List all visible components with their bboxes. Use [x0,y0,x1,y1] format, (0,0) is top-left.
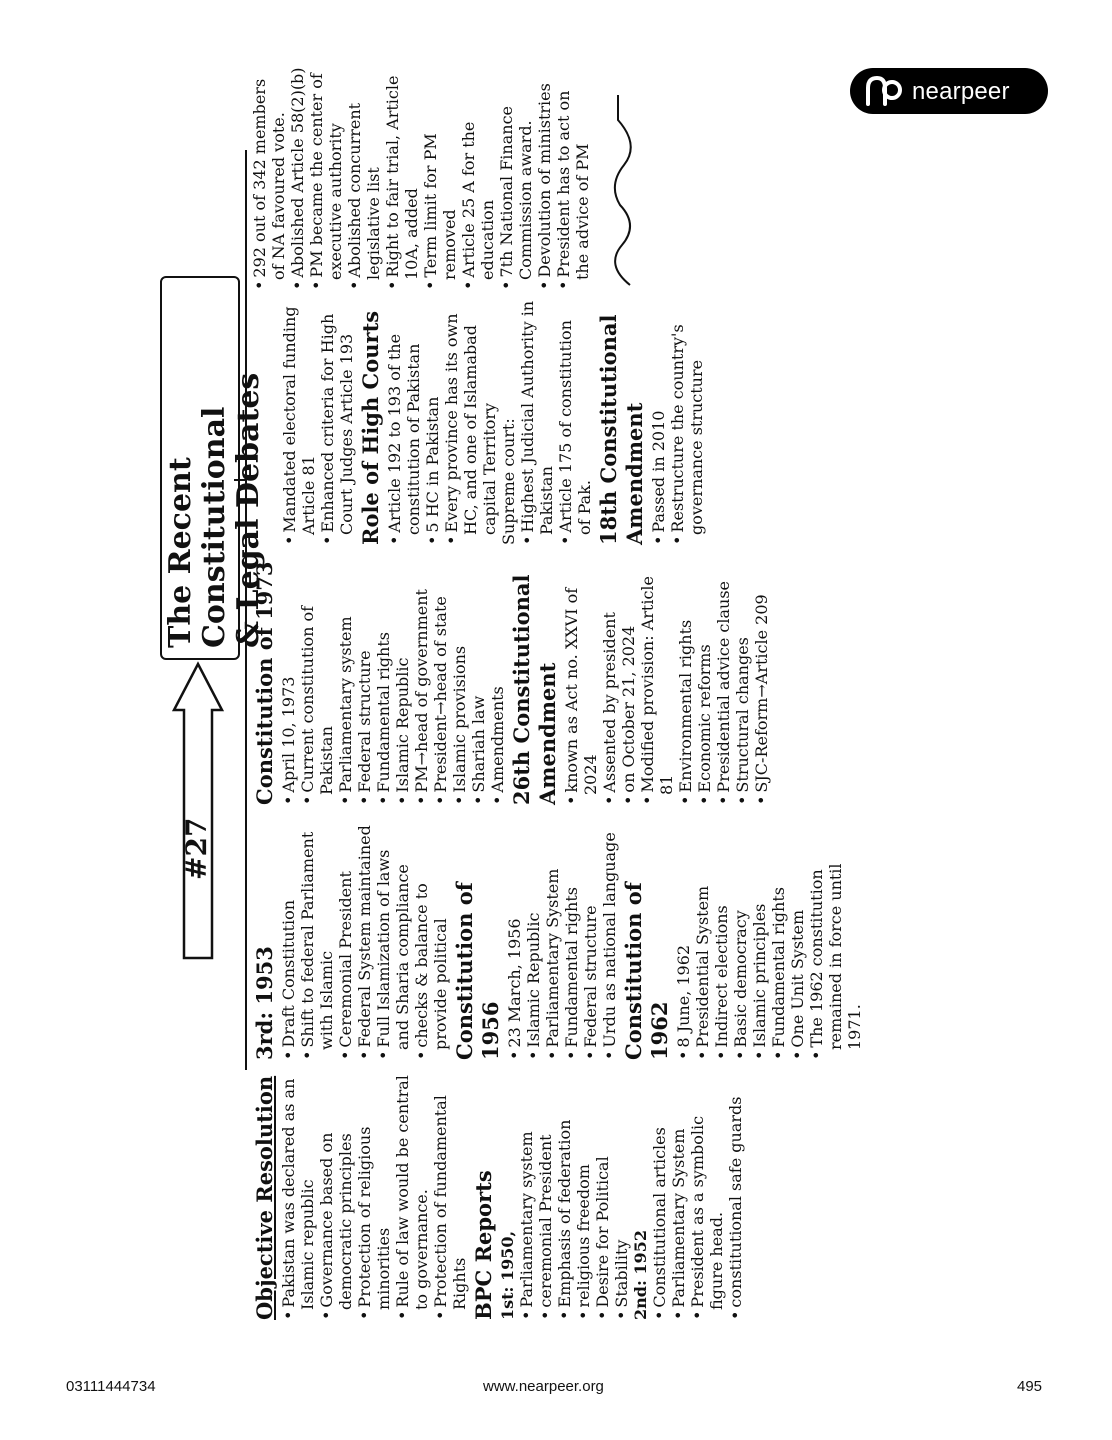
list-item: • 23 March, 1956 [505,820,524,1060]
list-item: • Protection of religious minorities [355,1070,393,1320]
list-item: • Constitutional articles [650,1070,669,1320]
list-item: • Presidential advice clause [714,560,733,805]
list-item: • Article 25 A for the education [459,65,497,290]
heading-role-of-high-courts: Role of High Courts [358,310,383,545]
list-item: • Urdu as national language [600,820,619,1060]
list-item: • President as a symbolic figure head. [688,1070,726,1320]
column-18th-details [250,65,640,290]
squiggle-decoration-icon [600,90,640,290]
list-item: • Islamic principles [750,820,769,1060]
list-item: • President has to act on the advice of PM [554,65,592,290]
list-item: • Highest Judicial Authority in Pakistan [518,300,556,545]
list-item: • One Unit System [788,820,807,1060]
list-item: • Governance based on democratic principles [317,1070,355,1320]
list-item: • Basic democracy [731,820,750,1060]
list-item: • PM became the center of executive authority [307,65,345,290]
lesson-number: #27 [180,817,213,880]
list-item: • Right to fair trial, Article 10A, added [383,65,421,290]
list-item: • Full Islamization of laws and Sharia compliance [374,820,412,1060]
list-item: • Abolished concurrent legislative list [345,65,383,290]
list-item: • Shariah law [469,560,488,805]
list-item: • Devolution of ministries [535,65,554,290]
list-item: • 292 out of 342 members of NA favoured vote. [250,65,288,290]
heading-18th-amendment: 18th Constitutional Amendment [596,314,647,545]
text-line: Supreme court: [499,418,518,545]
list-item: • Amendments [488,560,507,805]
list-item: • Parliamentary System [669,1070,688,1320]
list-item: • Enhanced criteria for High Court Judges Article 193 [318,300,356,545]
list-item: • Federal System maintained [355,820,374,1060]
list-item: • Islamic Republic [393,560,412,805]
heading-objective-resolution: Objective Resolution [252,1075,277,1320]
notes-page [150,50,930,1350]
list-item: • Term limit for PM removed [421,65,459,290]
list-item: • Structural changes [733,560,752,805]
list-item: • Article 175 of constitution of Pak. [556,300,594,545]
column-objective-resolution [250,1070,745,1320]
list-item: • Every province has its own HC, and one of Islamabad capital Territory [442,300,499,545]
list-item: • Abolished Article 58(2)(b) [288,65,307,290]
list-item: • The 1962 constitution remained in force until 1971. [807,820,864,1060]
logo-text: nearpeer [912,78,1010,105]
list-item: • Article 192 to 193 of the constitution of Pakistan [385,300,423,545]
list-item: • known as Act no. XXVI of 2024 [562,560,600,805]
list-item: • constitutional safe guards [726,1070,745,1320]
list-item: • Federal structure [355,560,374,805]
list-item: • Restructure the country's governance structure [668,300,706,545]
connector-lines [150,50,260,1350]
list-item: • checks & balance to provide political [412,820,450,1060]
list-item: • Islamic Republic [524,820,543,1060]
list-item: • Current constitution of Pakistan [298,560,336,805]
list-item: • religious freedom [574,1070,593,1320]
heading-third-bpc: 3rd: 1953 [252,946,277,1060]
rotated-content [150,50,930,1350]
list-item: • Ceremonial President [336,820,355,1060]
heading-26th-amendment: 26th Constitutional Amendment [509,574,560,805]
list-item: • Pakistan was declared as an Islamic republic [279,1070,317,1320]
column-draft-constitutions [250,820,864,1060]
list-item: • Protection of fundamental Rights [431,1070,469,1320]
title-line-2: & Legal Debates [231,372,266,648]
heading-constitution-1962: Constitution of 1962 [621,882,672,1060]
list-item: • April 10, 1973 [279,560,298,805]
list-item: • ceremonial President [536,1070,555,1320]
list-item: • Federal structure [581,820,600,1060]
list-item: • 8 June, 1962 [674,820,693,1060]
heading-constitution-1973: Constitution of 1973 [252,561,277,805]
list-item: • PM→head of government [412,560,431,805]
sub-heading: 2nd: 1952 [631,1230,650,1320]
column-constitution-1973 [250,560,771,805]
list-item: • 7th National Finance Commission award. [497,65,535,290]
list-item: • on October 21, 2024 [619,560,638,805]
sub-heading: 1st: 1950, [498,1230,517,1320]
list-item: • Assented by president [600,560,619,805]
list-item: • SJC-Reform→Article 209 [752,560,771,805]
list-item: • Passed in 2010 [649,300,668,545]
list-item: • Islamic provisions [450,560,469,805]
list-item: • Emphasis of federation [555,1070,574,1320]
heading-bpc-reports: BPC Reports [471,1170,496,1320]
list-item: • 5 HC in Pakistan [423,300,442,545]
list-item: • Modified provision: Article 81 [638,560,676,805]
column-high-courts [250,300,706,545]
list-item: • Presidential System [693,820,712,1060]
heading-constitution-1956: Constitution of 1956 [452,882,503,1060]
list-item: • Rule of law would be central to governance. [393,1070,431,1320]
footer-phone: 03111444734 [66,1378,156,1395]
list-item: • Shift to federal Parliament with Islamic [298,820,336,1060]
list-item: • Indirect elections [712,820,731,1060]
footer-website[interactable]: www.nearpeer.org [483,1378,604,1395]
list-item: • Fundamental rights [374,560,393,805]
list-item: • Environmental rights [676,560,695,805]
list-item: • Mandated electoral funding Article 81 [280,300,318,545]
list-item: • Fundamental rights [769,820,788,1060]
list-item: • President→head of state [431,560,450,805]
list-item: • Fundamental rights [562,820,581,1060]
list-item: • Parliamentary System [543,820,562,1060]
list-item: • Parliamentary system [517,1070,536,1320]
page-number: 495 [1017,1378,1043,1395]
list-item: • Economic reforms [695,560,714,805]
list-item: • Parliamentary system [336,560,355,805]
list-item: • Draft Constitution [279,820,298,1060]
list-item: • Stability [612,1070,631,1320]
list-item: • Desire for Political [593,1070,612,1320]
title-line-1: The Recent Constitutional [163,406,232,648]
